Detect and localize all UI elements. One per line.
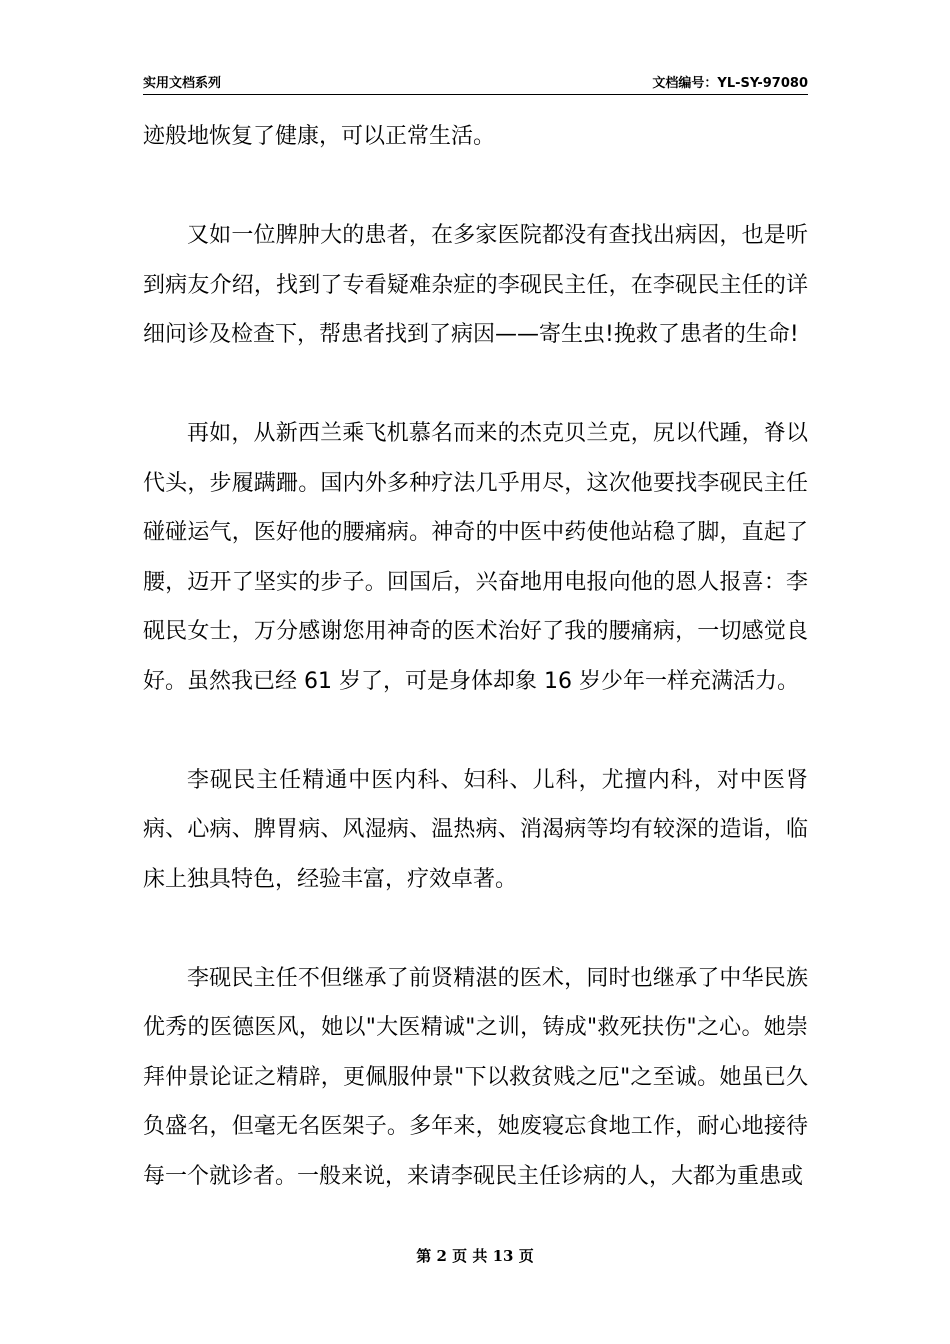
paragraph-new-zealand-patient: 再如，从新西兰乘飞机慕名而来的杰克贝兰克，尻以代踵，脊以代头，步履蹒跚。国内外多种疗法几乎用尽，这次他要找李砚民主任碰碰运气，医好他的腰痛病。神奇的中医中药使他站稳了脚，直起了腰，迈开了坚实的步子。回国后，兴奋地用电报向他的恩人报喜：李砚民女士，万分感谢您用神奇的医术治好了我的腰痛病，一切感觉良好。虽然我已经 61 岁了，可是身体却象 16 岁少年一样充满活力。 — [143, 421, 808, 694]
page-header — [143, 70, 808, 95]
paragraph-spleen-patient: 又如一位脾肿大的患者，在多家医院都没有查找出病因，也是听到病友介绍，找到了专看疑难杂症的李砚民主任，在李砚民主任的详细问诊及检查下，帮患者找到了病因——寄生虫!挽救了患者的生命! — [143, 223, 808, 347]
header-document-number: 文档编号：YL-SY-97080 — [652, 76, 808, 91]
paragraph-medical-ethics: 李砚民主任不但继承了前贤精湛的医术，同时也继承了中华民族优秀的医德医风，她以"大医精诚"之训，铸成"救死扶伤"之心。她崇拜仲景论证之精辟，更佩服仲景"下以救贫贱之厄"之至诚。她虽已久负盛名，但毫无名医架子。多年来，她废寝忘食地工作，耐心地接待每一个就诊者。一般来说，来请李砚民主任诊病的人，大都为重患或 — [143, 965, 808, 1189]
paragraph-continued: 迹般地恢复了健康，可以正常生活。 — [143, 124, 496, 149]
paragraph-specialties: 李砚民主任精通中医内科、妇科、儿科，尤擅内科，对中医肾病、心病、脾胃病、风湿病、温热病、消渴病等均有较深的造诣，临床上独具特色，经验丰富，疗效卓著。 — [143, 767, 808, 892]
page-number-footer: 第 2 页 共 13 页 — [416, 1247, 534, 1265]
document-body — [143, 112, 808, 1201]
header-series-label: 实用文档系列 — [143, 76, 222, 91]
